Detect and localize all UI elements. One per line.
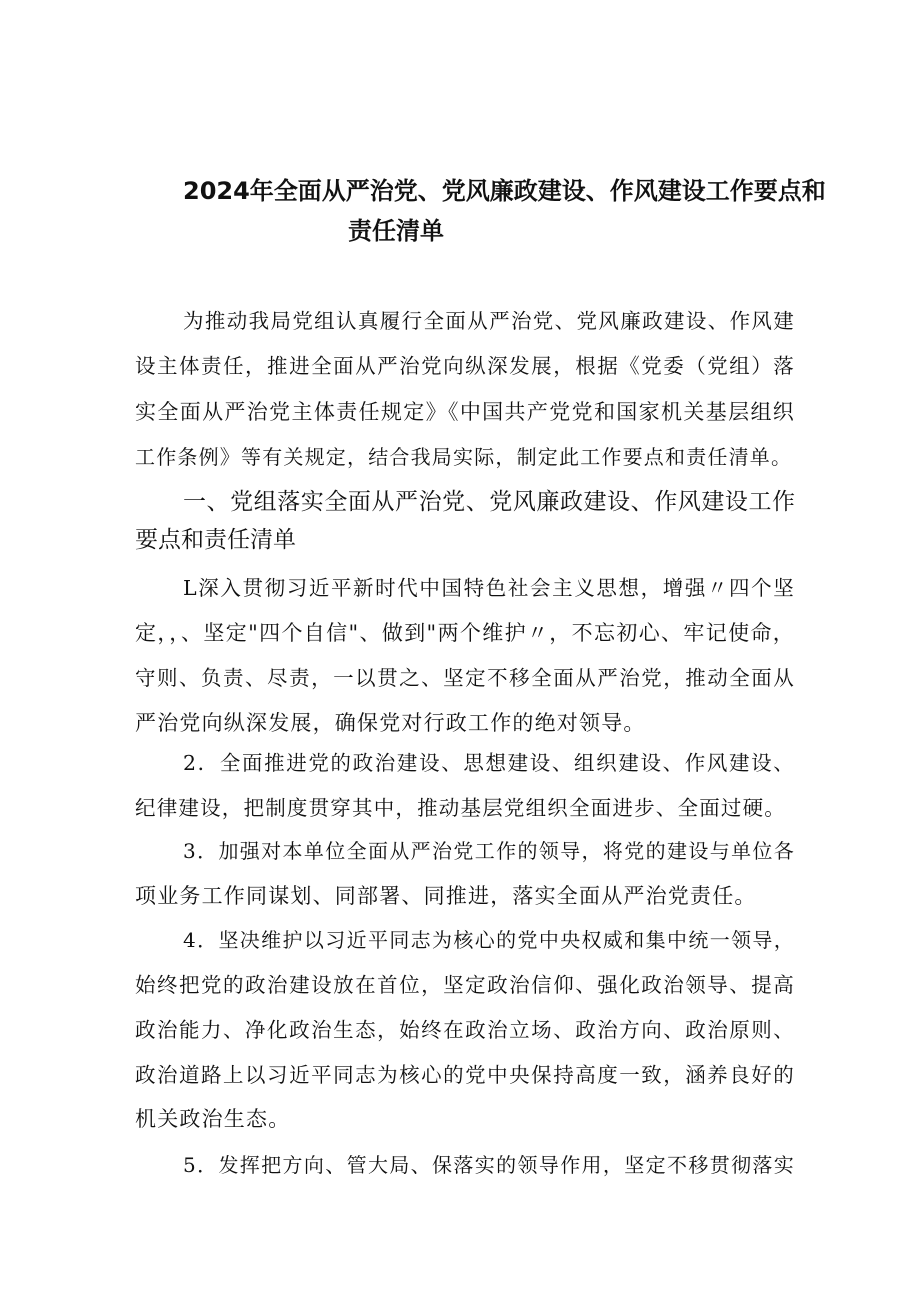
section-1-heading-line-1: 一、党组落实全面从严治党、党风廉政建设、作风建设工作	[183, 489, 795, 515]
document-title-line-1: 2024年全面从严治党、党风廉政建设、作风建设工作要点和	[183, 177, 826, 205]
item-5-line-1: 5．发挥把方向、管大局、保落实的领导作用，坚定不移贯彻落实	[183, 1153, 795, 1177]
item-4-line-3: 政治能力、净化政治生态，始终在政治立场、政治方向、政治原则、	[135, 1018, 795, 1042]
item-3-line-2: 项业务工作同谋划、同部署、同推进，落实全面从严治党责任。	[135, 884, 757, 908]
intro-line-2: 设主体责任，推进全面从严治党向纵深发展，根据《党委（党组）落	[135, 354, 795, 378]
item-3-line-1: 3．加强对本单位全面从严治党工作的领导，将党的建设与单位各	[183, 839, 795, 863]
intro-line-3: 实全面从严治党主体责任规定》《中国共产党党和国家机关基层组织	[135, 400, 795, 424]
item-1-line-2: 定，，、坚定"四个自信"、做到"两个维护〃，不忘初心、牢记使命，	[135, 621, 795, 645]
item-4-line-1: 4．坚决维护以习近平同志为核心的党中央权威和集中统一领导，	[183, 928, 795, 952]
item-2-line-1: 2．全面推进党的政治建设、思想建设、组织建设、作风建设、	[183, 751, 795, 775]
intro-line-1: 为推动我局党组认真履行全面从严治党、党风廉政建设、作风建	[183, 309, 795, 333]
item-2-line-2: 纪律建设，把制度贯穿其中，推动基层党组织全面进步、全面过硬。	[135, 796, 786, 820]
item-4-line-4: 政治道路上以习近平同志为核心的党中央保持高度一致，涵养良好的	[135, 1063, 795, 1087]
item-1-line-4: 严治党向纵深发展，确保党对行政工作的绝对领导。	[135, 711, 646, 735]
item-4-line-5: 机关政治生态。	[135, 1107, 291, 1131]
intro-line-4: 工作条例》等有关规定，结合我局实际，制定此工作要点和责任清单。	[135, 445, 793, 469]
item-1-line-1: L深入贯彻习近平新时代中国特色社会主义思想，增强〃四个坚	[183, 576, 795, 600]
section-1-heading-line-2: 要点和责任清单	[135, 527, 296, 553]
document-title-line-2: 责任清单	[348, 217, 444, 245]
item-4-line-2: 始终把党的政治建设放在首位，坚定政治信仰、强化政治领导、提高	[135, 973, 795, 997]
item-1-line-3: 守则、负责、尽责，一以贯之、坚定不移全面从严治党，推动全面从	[135, 666, 795, 690]
